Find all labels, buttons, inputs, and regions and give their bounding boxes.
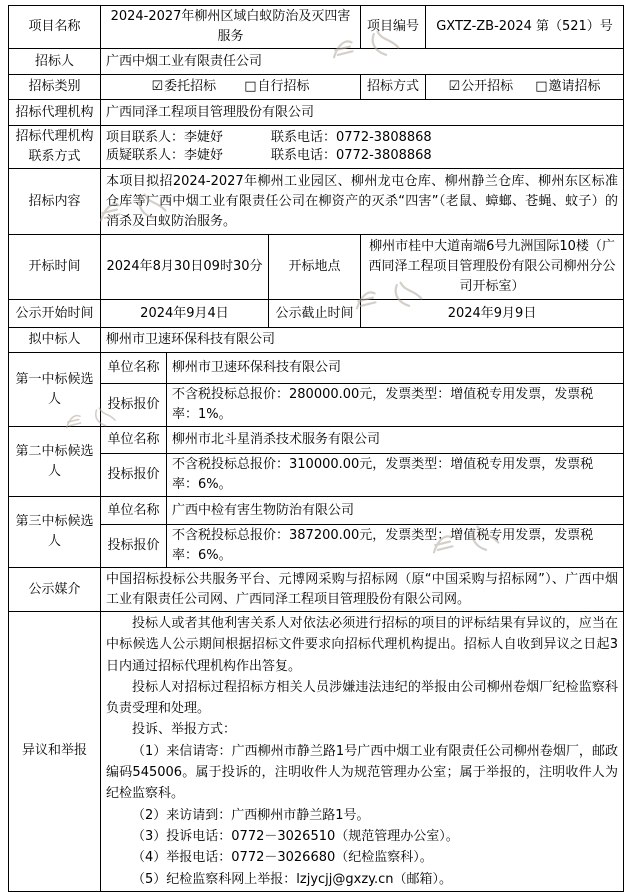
candidate-1-price-value: 不含税投标总报价：280000.00元，发票类型：增值税专用发票，发票税率：1%。: [167, 384, 624, 427]
agency-value: 广西同泽工程项目管理股份有限公司: [101, 100, 624, 126]
opening-place-value: 柳州市桂中大道南端6号九洲国际10楼（广西同泽工程项目管理股份有限公司柳州分公司开标室）: [361, 235, 624, 300]
row-tender-content: [9, 169, 624, 235]
row-winner: [9, 328, 624, 353]
opening-place-label: 开标地点: [269, 235, 361, 300]
opening-time-label: 开标时间: [9, 235, 101, 300]
candidate-2-unit-value: 柳州市北斗星消杀技术服务有限公司: [167, 427, 624, 454]
method-options: [426, 75, 624, 100]
unit-name-label: 单位名称: [101, 497, 167, 525]
checkbox-label: 公开招标: [461, 79, 514, 94]
opening-time-value: 2024年8月30日09时30分: [101, 235, 269, 300]
media-value: 中国招标投标公共服务平台、元博网采购与招标网（原“中国采购与招标网”）、广西中烟工业有限责任公司网、广西同泽工程项目管理股份有限公司网。: [101, 568, 624, 612]
candidate-1-label: 第一中标候选人: [9, 353, 101, 427]
row-tenderer: [9, 49, 624, 75]
publicity-end-value: 2024年9月9日: [361, 300, 624, 328]
bid-price-label: 投标报价: [101, 384, 167, 427]
contact-line-project: [106, 129, 618, 147]
checkbox-label: 自行招标: [257, 79, 310, 94]
row-candidate-1-unit: [9, 353, 624, 384]
project-number-value: GXTZ-ZB-2024 第（521）号: [426, 6, 624, 49]
objection-paragraph: 投标人对招标过程招标方相关人员涉嫌违法违纪的举报由公司柳州卷烟厂纪检监察科负责受理和处理。: [106, 679, 619, 717]
candidate-2-price-value: 不含税投标总报价：310000.00元，发票类型：增值税专用发票，发票税率：6%。: [167, 454, 624, 497]
row-objection: [9, 612, 624, 892]
row-candidate-2-price: [9, 454, 624, 497]
tender-publicity-document: [0, 5, 631, 887]
option-invited-tender: [535, 77, 600, 97]
checkbox-unchecked-icon: □: [535, 79, 548, 94]
checkbox-label: 委托招标: [164, 79, 217, 94]
candidate-2-label: 第二中标候选人: [9, 427, 101, 497]
objection-paragraph: （4）举报电话：0772－3026680（纪检监察科）。: [132, 850, 433, 866]
row-candidate-2-unit: [9, 427, 624, 454]
option-delegated-tender: [152, 77, 217, 97]
option-open-tender: [449, 77, 514, 97]
unit-name-label: 单位名称: [101, 353, 167, 384]
row-agency: [9, 100, 624, 126]
objection-paragraph: （1）来信请寄：广西柳州市静兰路1号广西中烟工业有限责任公司柳州卷烟厂，邮政编码545006。属于投诉的，注明收件人为规范管理办公室；属于举报的，注明收件人为纪检监察科。: [106, 743, 619, 802]
publicity-end-label: 公示截止时间: [269, 300, 361, 328]
tender-result-table: [8, 5, 624, 892]
row-publicity-dates: [9, 300, 624, 328]
checkbox-unchecked-icon: □: [244, 79, 257, 94]
row-opening: [9, 235, 624, 300]
contact-line-query: [106, 147, 618, 165]
candidate-1-unit-value: 柳州市卫速环保科技有限公司: [167, 353, 624, 384]
winner-label: 拟中标人: [9, 328, 101, 353]
tenderer-value: 广西中烟工业有限责任公司: [101, 49, 624, 75]
bid-price-label: 投标报价: [101, 525, 167, 568]
row-agency-contact: [9, 126, 624, 169]
agency-label: 招标代理机构: [9, 100, 101, 126]
objection-label: 异议和举报: [9, 612, 101, 892]
contact-person: 项目联系人：李婕妤: [106, 130, 224, 145]
agency-contact-label: 招标代理机构 联系方式: [9, 126, 101, 169]
method-label: 招标方式: [361, 75, 426, 100]
candidate-3-price-value: 不含税投标总报价：387200.00元，发票类型：增值税专用发票，发票税率：6%。: [167, 525, 624, 568]
row-category: [9, 75, 624, 100]
checkbox-label: 邀请招标: [548, 79, 601, 94]
agency-contact-value: [101, 126, 624, 169]
checkbox-checked-icon: ☑: [151, 79, 164, 94]
winner-value: 柳州市卫速环保科技有限公司: [101, 328, 624, 353]
row-project: [9, 6, 624, 49]
contact-phone: 联系电话：0772-3808868: [271, 148, 432, 163]
row-candidate-1-price: [9, 384, 624, 427]
tender-content-label: 招标内容: [9, 169, 101, 235]
bid-price-label: 投标报价: [101, 454, 167, 497]
publicity-start-label: 公示开始时间: [9, 300, 101, 328]
contact-person: 质疑联系人：李婕妤: [106, 148, 224, 163]
checkbox-checked-icon: ☑: [448, 79, 461, 94]
category-options: [101, 75, 361, 100]
contact-phone: 联系电话：0772-3808868: [271, 130, 432, 145]
candidate-3-unit-value: 广西中检有害生物防治有限公司: [167, 497, 624, 525]
unit-name-label: 单位名称: [101, 427, 167, 454]
objection-paragraph: （3）投诉电话：0772－3026510（规范管理办公室）。: [132, 828, 459, 844]
project-number-label: 项目编号: [361, 6, 426, 49]
category-label: 招标类别: [9, 75, 101, 100]
objection-paragraph: （5）纪检监察科网上举报：lzjycjj@gxzy.cn（邮箱）。: [132, 871, 453, 887]
objection-value: [101, 612, 624, 892]
project-name-label: 项目名称: [9, 6, 101, 49]
row-candidate-3-unit: [9, 497, 624, 525]
media-label: 公示媒介: [9, 568, 101, 612]
candidate-3-label: 第三中标候选人: [9, 497, 101, 568]
publicity-start-value: 2024年9月4日: [101, 300, 269, 328]
objection-paragraph: （2）来访请到：广西柳州市静兰路1号。: [132, 807, 370, 823]
tender-content-value: 本项目拟招2024-2027年柳州工业园区、柳州龙屯仓库、柳州静兰仓库、柳州东区标准仓库等广西中烟工业有限责任公司在柳资产的灭杀“四害”（老鼠、蟑螂、苍蝇、蚊子）的消杀及白蚁防治服务。: [101, 169, 624, 235]
tenderer-label: 招标人: [9, 49, 101, 75]
project-name-value: 2024-2027年柳州区域白蚁防治及灭四害服务: [101, 6, 361, 49]
row-candidate-3-price: [9, 525, 624, 568]
objection-paragraph: 投诉、举报方式：: [132, 722, 237, 738]
row-media: [9, 568, 624, 612]
option-self-tender: [244, 77, 309, 97]
objection-paragraph: 投标人或者其他利害关系人对依法必须进行招标的项目的评标结果有异议的，应当在中标候选人公示期间根据招标文件要求向招标代理机构提出。招标人自收到异议之日起3日内通过招标代理机构作出答复。: [106, 616, 619, 674]
